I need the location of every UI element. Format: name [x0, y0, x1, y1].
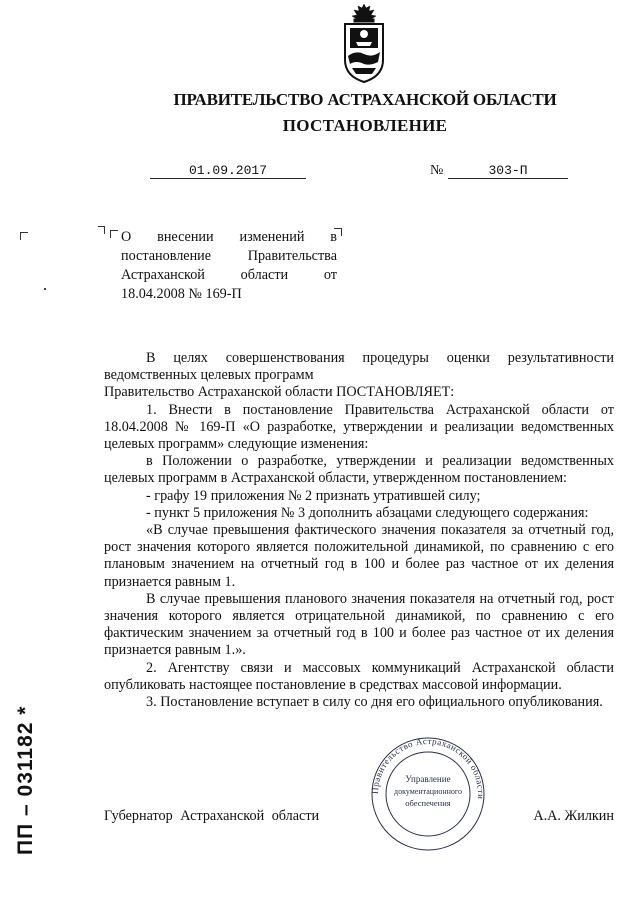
coat-of-arms-emblem — [342, 2, 386, 84]
body-paragraph: - пункт 5 приложения № 3 дополнить абзацами следующего содержания: — [146, 504, 589, 521]
body-paragraph: Правительство Астраханской области ПОСТАНОВЛЯЕТ: — [104, 384, 455, 401]
body-paragraph: - графу 19 приложения № 2 признать утратившей силу; — [146, 487, 481, 504]
document-number: 303-П — [448, 164, 568, 179]
body-paragraph: В целях совершенствования процедуры оценки результативности ведомственных целевых программ — [104, 350, 614, 384]
body-paragraph: в Положении о разработке, утверждении и реализации ведомственных целевых программ в Астраханской области, утвержденном постановлением: — [104, 453, 614, 487]
scan-dot — [44, 288, 46, 290]
document-subject: О внесении изменений в постановление Правительства Астраханской области от 18.04.2008 № 169-П — [121, 229, 337, 302]
corner-mark — [110, 230, 118, 238]
corner-mark — [98, 226, 105, 234]
body-paragraph: 1. Внести в постановление Правительства Астраханской области от 18.04.2008 № 169-П «О разработке, утверждении и реализации ведомственных целевых программ» следующие изменения: — [104, 401, 614, 453]
number-sign: № — [430, 163, 444, 178]
stamp-line: Управление — [405, 774, 451, 784]
body-paragraph: В случае превышения планового значения показателя на отчетный год, рост значения которого является отрицательной динамикой, по сравнению с его фактическим значением за отчетный год в 100 и более раз частное от их деления признается равным 1.». — [104, 590, 614, 659]
body-paragraph: 2. Агентству связи и массовых коммуникаций Астраханской области опубликовать настоящее постановление в средствах массовой информации. — [104, 659, 614, 693]
body-paragraph: «В случае превышения фактического значения показателя за отчетный год, рост значения которого является положительной динамикой, по сравнению с его плановым значением на отчетный год в 100 и более раз частное от их деления признается равным 1. — [104, 522, 614, 590]
body-paragraph: 3. Постановление вступает в силу со дня его официального опубликования. — [146, 694, 603, 711]
document-date: 01.09.2017 — [150, 164, 306, 179]
stamp-line: обеспечения — [405, 798, 451, 808]
document-type-title: ПОСТАНОВЛЕНИЕ — [282, 116, 448, 135]
document-body — [104, 350, 614, 711]
corner-mark — [20, 232, 28, 240]
signatory-name: А.А. Жилкин — [533, 808, 614, 824]
stamp-line: документационного — [394, 787, 462, 796]
official-stamp — [354, 736, 502, 852]
signature-block — [104, 808, 614, 828]
organization-title: ПРАВИТЕЛЬСТВО АСТРАХАНСКОЙ ОБЛАСТИ — [173, 90, 557, 109]
registration-code: ПП – 031182 * — [14, 705, 37, 855]
signatory-title: Губернатор Астраханской области — [104, 808, 320, 824]
stamp-ring-text: Правительство Астраханской области — [369, 736, 487, 800]
